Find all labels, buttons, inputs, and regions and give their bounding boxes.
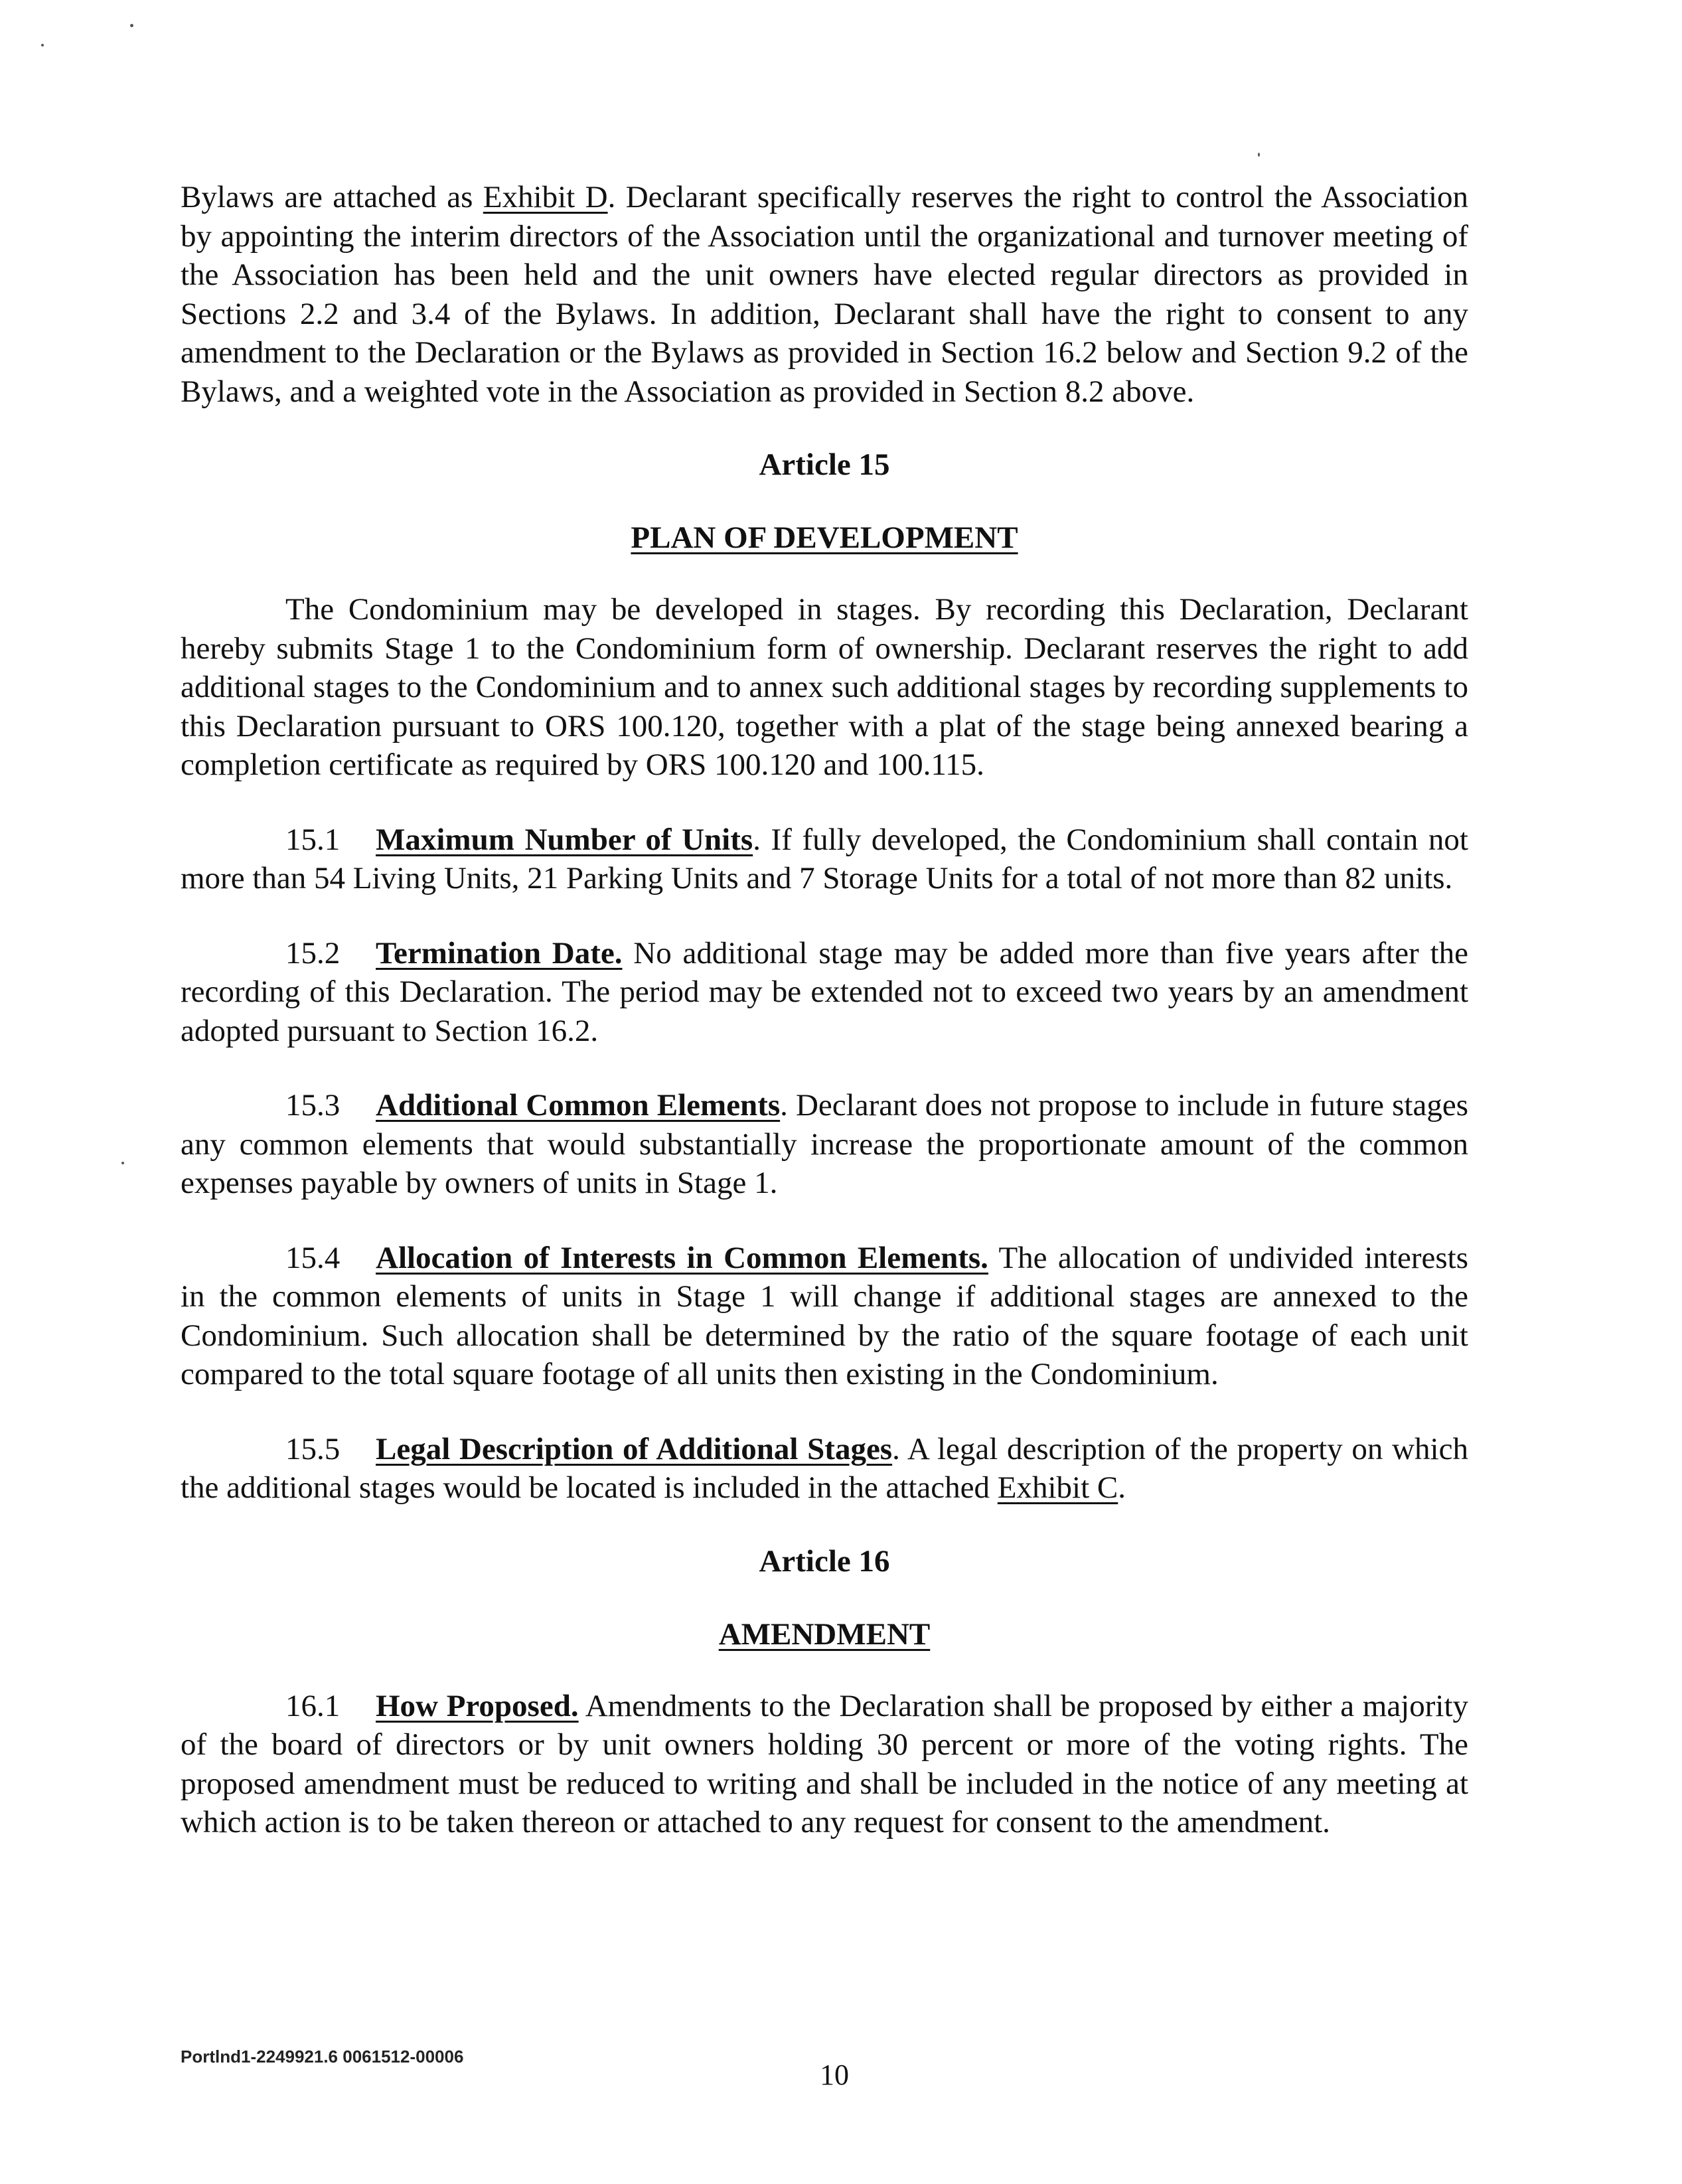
exhibit-c-reference: Exhibit C — [997, 1470, 1118, 1505]
section-number: 16.1 — [285, 1688, 341, 1723]
section-number: 15.5 — [285, 1431, 341, 1466]
section-heading: Maximum Number of Units — [376, 822, 753, 857]
exhibit-d-reference: Exhibit D — [483, 180, 608, 214]
section-heading: Allocation of Interests in Common Elements. — [376, 1240, 988, 1275]
section-heading-punct: . — [780, 1088, 788, 1123]
article-15-label: Article 15 — [759, 447, 890, 482]
section-text: The allocation of undivided interests in the common elements of units in Stage 1 will change if additional stages are annexed to the Condominium. Such allocation shall be determined by the ratio of the square footage of each unit compared to the total square footage of all units then existing in the Condominium. — [181, 1240, 1468, 1391]
page-number: 10 — [820, 2059, 849, 2091]
section-15-3 — [181, 1086, 1468, 1203]
article-16-label: Article 16 — [759, 1543, 890, 1579]
section-number: 15.4 — [285, 1240, 341, 1275]
section-15-2 — [181, 934, 1468, 1051]
article-16-title — [181, 1615, 1468, 1654]
section-text: Amendments to the Declaration shall be proposed by either a majority of the board of directors or by unit owners holding 30 percent or more of the voting rights. The proposed amendment must be reduced to writing and shall be included in the notice of any meeting at which action is to be taken thereon or attached to any request for consent to the amendment. — [181, 1688, 1469, 1839]
section-number: 15.1 — [285, 822, 341, 857]
section-heading: How Proposed. — [376, 1688, 579, 1723]
section-heading: Additional Common Elements — [376, 1088, 781, 1123]
section-heading: Legal Description of Additional Stages — [376, 1431, 893, 1466]
article-16-title-text: AMENDMENT — [718, 1616, 931, 1652]
section-text: If fully developed, the Condominium shall contain not more than 54 Living Units, 21 Parking Units and 7 Storage Units for a total of not more than 82 units. — [181, 822, 1468, 896]
section-15-5 — [181, 1430, 1468, 1508]
section-15-4 — [181, 1239, 1468, 1394]
article-15-title-text: PLAN OF DEVELOPMENT — [631, 520, 1018, 555]
document-body — [181, 178, 1468, 1842]
scan-speck — [41, 44, 44, 46]
paragraph-text: . Declarant specifically reserves the right to control the Association by appointing the interim directors of the Association until the organizational and turnover meeting of the Association has been held and the unit owners have elected regular directors as provided in Sections 2.2 and 3.4 of the Bylaws. In addition, Declarant shall have the right to consent to any amendment to the Declaration or the Bylaws as provided in Section 16.2 below and Section 9.2 of the Bylaws, and a weighted vote in the Association as provided in Section 8.2 above. — [181, 180, 1469, 409]
section-text: Declarant does not propose to include in future stages any common elements that would substantially increase the proportionate amount of the common expenses payable by owners of units in Stage 1. — [181, 1088, 1468, 1200]
section-15-1 — [181, 820, 1468, 898]
section-text: No additional stage may be added more than five years after the recording of this Declaration. The period may be extended not to exceed two years by an amendment adopted pursuant to Section 16.2. — [181, 935, 1468, 1048]
section-16-1 — [181, 1687, 1468, 1842]
section-heading: Termination Date. — [376, 935, 623, 971]
scan-speck — [121, 1162, 124, 1164]
section-text: . — [1118, 1470, 1126, 1505]
section-text: . A legal description of the property on which the additional stages would be located is included in the attached — [181, 1431, 1468, 1505]
section-number: 15.2 — [285, 935, 341, 971]
article-15-intro: The Condominium may be developed in stages. By recording this Declaration, Declarant hereby submits Stage 1 to the Condominium form of ownership. Declarant reserves the right to add additional stages to the Condominium and to annex such additional stages by recording supplements to this Declaration pursuant to ORS 100.120, together with a plat of the stage being annexed bearing a completion certificate as required by ORS 100.120 and 100.115. — [181, 592, 1468, 782]
section-number: 15.3 — [285, 1088, 341, 1123]
article-15-title — [181, 518, 1468, 557]
section-heading-punct: . — [753, 822, 761, 857]
scan-speck — [1258, 153, 1260, 157]
footer-document-id: Portlnd1-2249921.6 0061512-00006 — [181, 2047, 464, 2067]
scan-speck — [130, 24, 133, 27]
opening-paragraph — [181, 178, 1468, 411]
paragraph-text: Bylaws are attached as — [181, 180, 483, 214]
